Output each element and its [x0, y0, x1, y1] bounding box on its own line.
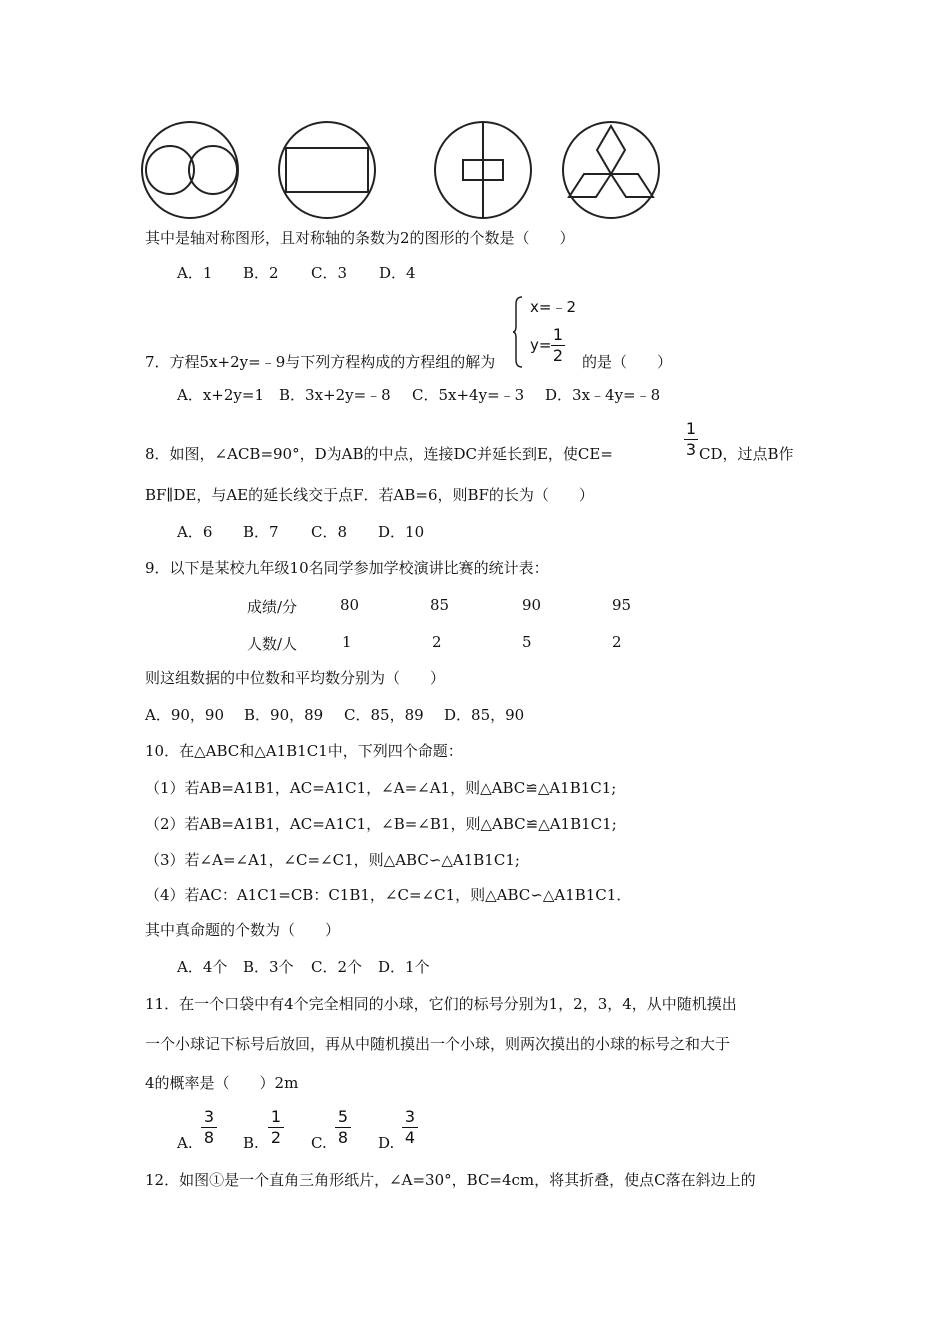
q11-line-3: 4的概率是（ ）2m [145, 1074, 299, 1092]
table-cell: 85 [430, 596, 450, 614]
q11-option-b-label: B. [243, 1134, 259, 1152]
table-cell: 80 [340, 596, 360, 614]
q10-item-4: （4）若AC：A1C1=CB：C1B1，∠C=∠C1，则△ABC∽△A1B1C1． [145, 886, 632, 904]
q10-item-2: （2）若AB=A1B1，AC=A1C1，∠B=∠B1，则△ABC≌△A1B1C1; [145, 815, 617, 833]
q11-option-b-fraction [268, 1108, 284, 1147]
q11-option-c-label: C. [311, 1134, 327, 1152]
q11-option-d-label: D. [378, 1134, 395, 1152]
q9-option-d: D．85，90 [444, 706, 525, 724]
q6-option-d: D．4 [379, 264, 416, 282]
q7-option-d: D．3x﹣4y=﹣8 [545, 386, 661, 404]
table-cell: 2 [612, 633, 622, 651]
q10-item-1: （1）若AB=A1B1，AC=A1C1，∠A=∠A1，则△ABC≌△A1B1C1; [145, 779, 617, 797]
fraction-numerator: 1 [685, 419, 697, 438]
q9-stem: 9．以下是某校九年级10名同学参加学校演讲比赛的统计表： [145, 559, 549, 577]
q9-stem-2: 则这组数据的中位数和平均数分别为（ ） [145, 669, 446, 687]
fraction-numerator: 5 [337, 1107, 349, 1126]
figure-circle-two-circles [142, 122, 238, 218]
equation-brace [513, 296, 523, 368]
q10-stem-2: 其中真命题的个数为（ ） [145, 921, 341, 939]
q8-fraction [684, 420, 698, 459]
q9-option-b: B．90，89 [244, 706, 324, 724]
q8-line-1-end: CD，过点B作 [699, 445, 794, 463]
fraction-denominator: 4 [404, 1128, 416, 1147]
q8-option-a: A．6 [177, 523, 213, 541]
fraction-numerator: 1 [552, 325, 564, 344]
q10-item-3: （3）若∠A=∠A1，∠C=∠C1，则△ABC∽△A1B1C1; [145, 851, 520, 869]
table-cell: 90 [522, 596, 542, 614]
fraction-denominator: 2 [270, 1128, 282, 1147]
table-row-header-1: 成绩/分 [247, 598, 298, 616]
q7-system-y-fraction [551, 326, 565, 365]
q8-line-1: 8．如图，∠ACB=90°，D为AB的中点，连接DC并延长到E，使CE= [145, 445, 613, 463]
q6-option-a: A．1 [177, 264, 213, 282]
q10-option-c: C．2个 [311, 958, 363, 976]
q6-option-c: C．3 [311, 264, 348, 282]
fraction-denominator: 2 [552, 346, 564, 365]
q7-option-a: A．x+2y=1 [177, 386, 264, 404]
q11-option-a-label: A. [177, 1134, 193, 1152]
q11-option-c-fraction [335, 1108, 351, 1147]
q7-system-y-prefix: y= [530, 336, 552, 354]
fraction-numerator: 3 [404, 1107, 416, 1126]
q8-option-d: D．10 [378, 523, 425, 541]
q11-option-a-fraction [201, 1108, 217, 1147]
figure-circle-rectangle [279, 122, 375, 218]
table-cell: 1 [342, 633, 352, 651]
fraction-denominator: 8 [337, 1128, 349, 1147]
q10-option-b: B．3个 [243, 958, 294, 976]
q7-option-c: C．5x+4y=﹣3 [412, 386, 525, 404]
q10-option-a: A．4个 [177, 958, 228, 976]
q6-option-b: B．2 [243, 264, 279, 282]
q7-stem-end: 的是（ ） [582, 353, 673, 371]
q8-option-c: C．8 [311, 523, 348, 541]
q7-system-x: x=﹣2 [530, 298, 576, 316]
q8-option-b: B．7 [243, 523, 279, 541]
q12-line-1: 12．如图①是一个直角三角形纸片，∠A=30°，BC=4cm，将其折叠，使点C落在斜边上的 [145, 1171, 756, 1189]
table-row-header-2: 人数/人 [247, 635, 298, 653]
fraction-numerator: 3 [203, 1107, 215, 1126]
q10-option-d: D．1个 [378, 958, 430, 976]
fraction-denominator: 3 [685, 440, 697, 459]
q10-stem: 10．在△ABC和△A1B1C1中，下列四个命题： [145, 742, 463, 760]
figure-circle-line-rect [435, 122, 531, 218]
fraction-denominator: 8 [203, 1128, 215, 1147]
table-cell: 2 [432, 633, 442, 651]
figure-circle-three-rhombi [563, 122, 659, 218]
q7-option-b: B．3x+2y=﹣8 [279, 386, 391, 404]
table-cell: 95 [612, 596, 632, 614]
table-cell: 5 [522, 633, 532, 651]
q11-line-2: 一个小球记下标号后放回，再从中随机摸出一个小球，则两次摸出的小球的标号之和大于 [145, 1035, 731, 1053]
q9-option-c: C．85，89 [344, 706, 424, 724]
fraction-numerator: 1 [270, 1107, 282, 1126]
q9-option-a: A．90，90 [145, 706, 225, 724]
q7-stem: 7．方程5x+2y=﹣9与下列方程构成的方程组的解为 [145, 353, 496, 371]
q11-line-1: 11．在一个口袋中有4个完全相同的小球，它们的标号分别为1，2，3，4，从中随机摸出 [145, 995, 737, 1013]
symmetry-figures [138, 118, 668, 223]
q8-line-2: BF∥DE，与AE的延长线交于点F．若AB=6，则BF的长为（ ） [145, 486, 594, 504]
q6-stem: 其中是轴对称图形，且对称轴的条数为2的图形的个数是（ ） [145, 229, 575, 247]
q11-option-d-fraction [402, 1108, 418, 1147]
